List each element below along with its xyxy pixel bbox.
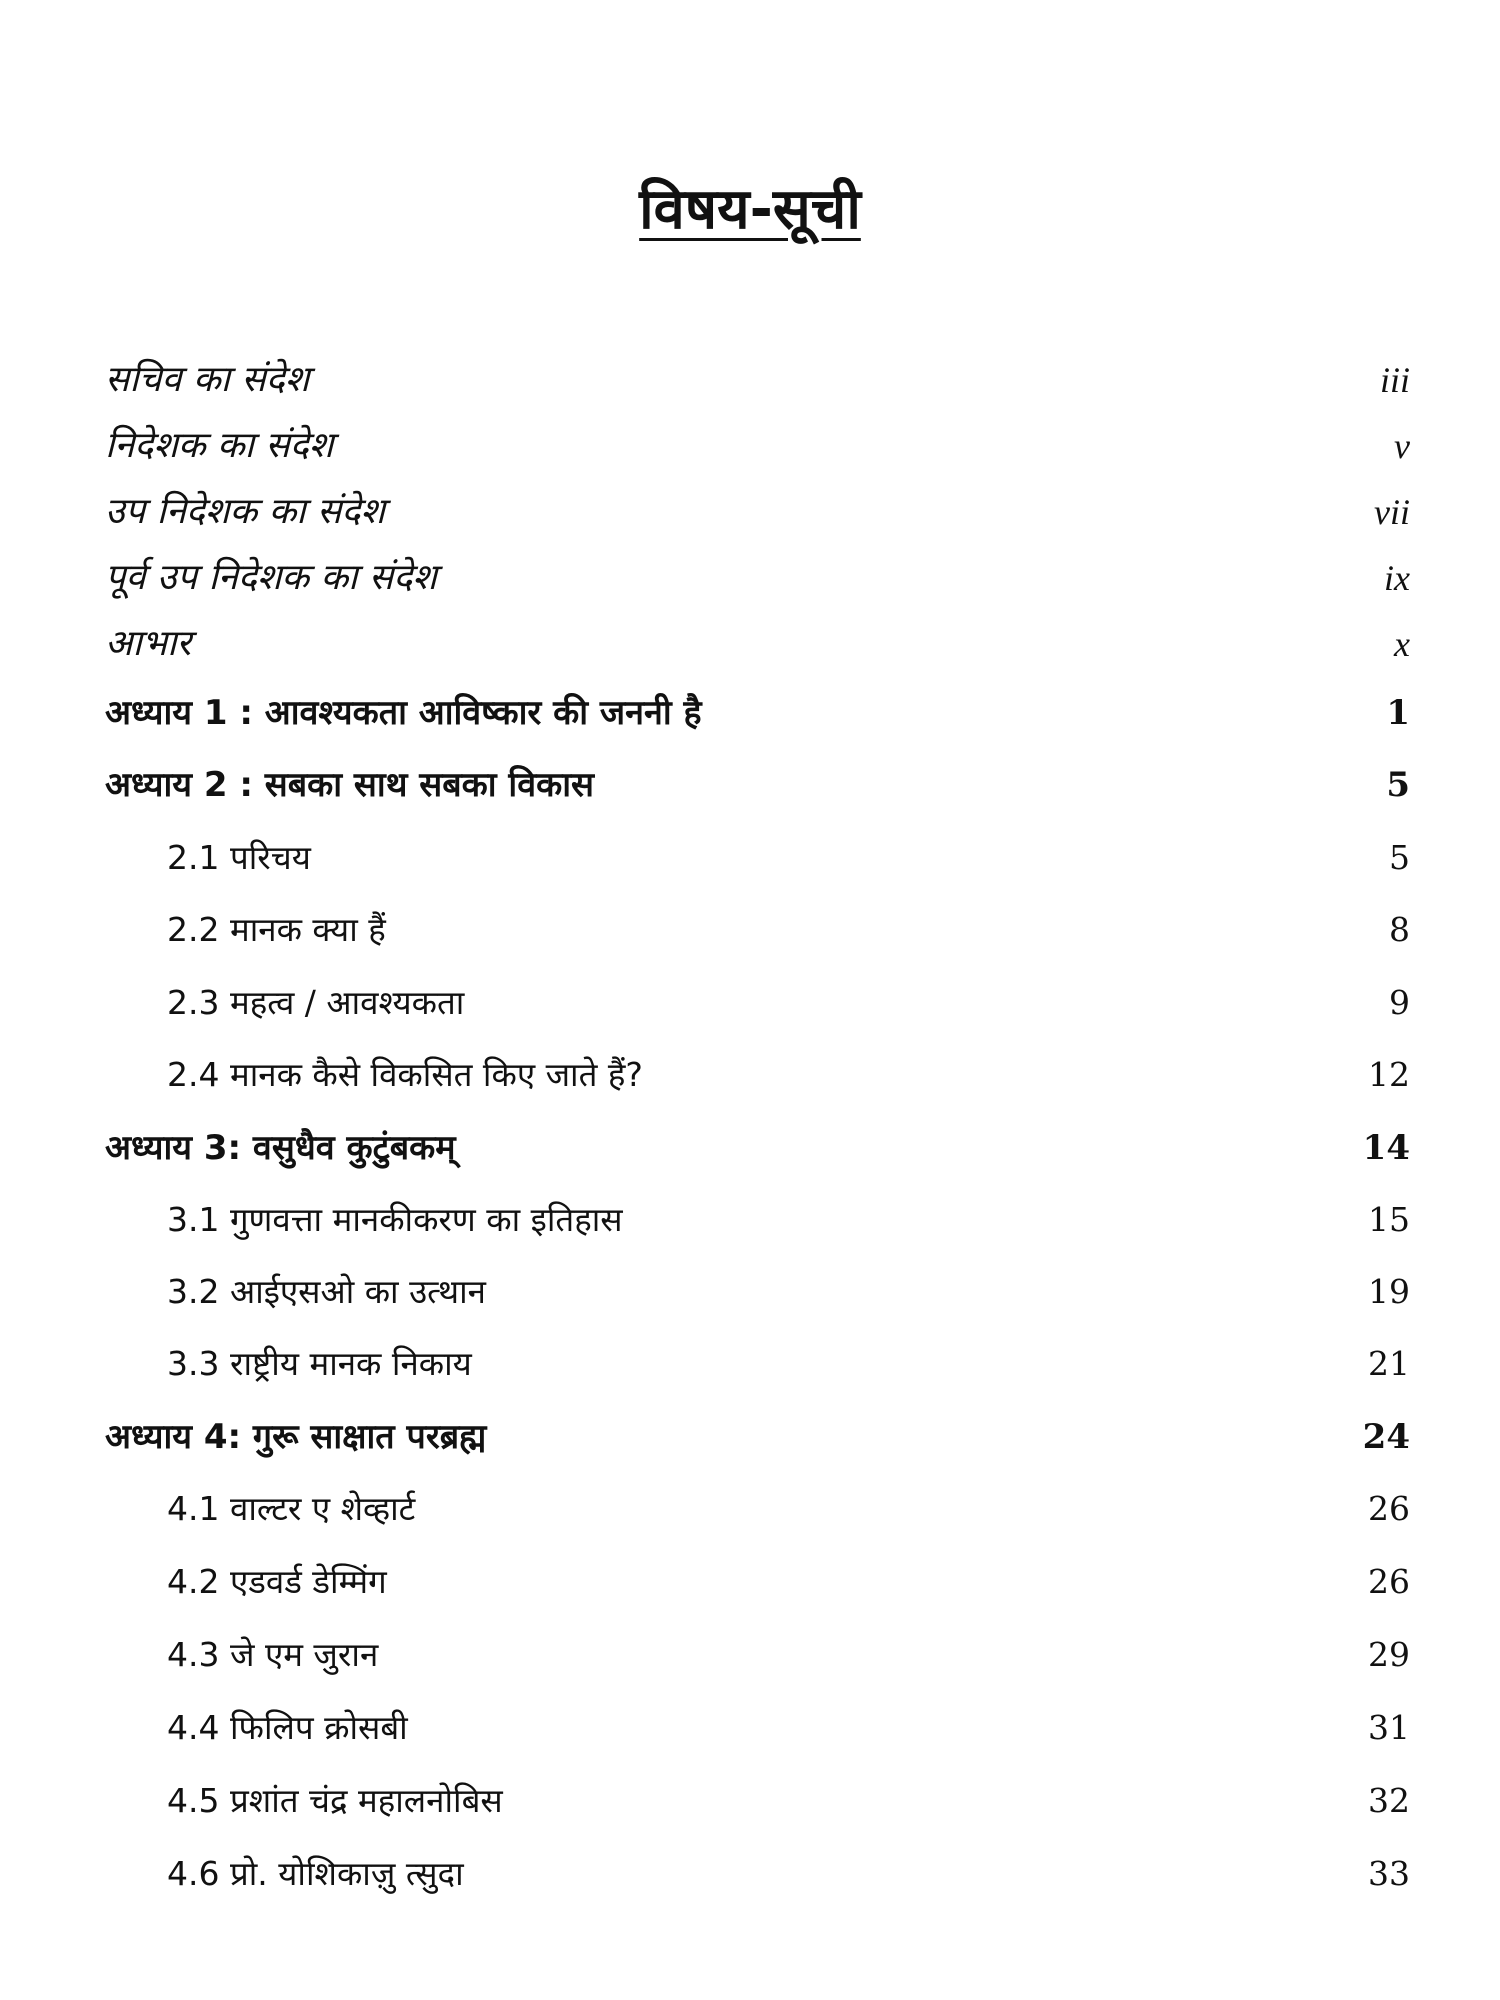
toc-section-4-2 bbox=[105, 1554, 1410, 1610]
toc-entry-page: iii bbox=[1379, 360, 1410, 400]
toc-entry-front-3 bbox=[105, 484, 1410, 540]
toc-section-page: 32 bbox=[1368, 1781, 1410, 1820]
toc-section-label: 4.1 वाल्टर ए शेव्हार्ट bbox=[167, 1489, 416, 1528]
toc-chapter-label: अध्याय 3: वसुधैव कुटुंबकम् bbox=[105, 1128, 456, 1168]
toc-section-label: 4.2 एडवर्ड डेम्मिंग bbox=[167, 1562, 387, 1601]
toc-section-page: 5 bbox=[1389, 838, 1410, 877]
toc-chapter-page: 24 bbox=[1362, 1417, 1410, 1457]
toc-chapter-1 bbox=[105, 685, 1410, 741]
toc-section-label: 4.3 जे एम जुरान bbox=[167, 1635, 379, 1674]
toc-chapter-page: 14 bbox=[1362, 1128, 1410, 1168]
toc-entry-front-1 bbox=[105, 352, 1410, 408]
toc-section-2-1 bbox=[105, 830, 1410, 886]
toc-section-page: 26 bbox=[1368, 1562, 1410, 1601]
toc-entry-label: पूर्व उप निदेशक का संदेश bbox=[105, 557, 437, 598]
toc-section-label: 3.1 गुणवत्ता मानकीकरण का इतिहास bbox=[167, 1200, 623, 1239]
toc-chapter-3 bbox=[105, 1120, 1410, 1176]
toc-entry-page: v bbox=[1394, 426, 1410, 466]
toc-chapter-label: अध्याय 4: गुरू साक्षात परब्रह्म bbox=[105, 1417, 487, 1457]
toc-section-3-3 bbox=[105, 1336, 1410, 1392]
toc-section-label: 2.3 महत्व / आवश्यकता bbox=[167, 983, 465, 1022]
toc-entry-label: आभार bbox=[105, 623, 192, 664]
toc-section-3-2 bbox=[105, 1264, 1410, 1320]
toc-section-label: 2.2 मानक क्या हैं bbox=[167, 910, 386, 949]
toc-section-2-2 bbox=[105, 902, 1410, 958]
toc-section-page: 21 bbox=[1368, 1344, 1410, 1383]
toc-section-label: 2.4 मानक कैसे विकसित किए जाते हैं? bbox=[167, 1055, 643, 1094]
toc-section-page: 15 bbox=[1368, 1200, 1410, 1239]
toc-section-label: 2.1 परिचय bbox=[167, 838, 311, 877]
toc-entry-label: निदेशक का संदेश bbox=[105, 425, 334, 466]
toc-section-2-4 bbox=[105, 1047, 1410, 1103]
page-title bbox=[0, 175, 1500, 245]
toc-entry-page: ix bbox=[1384, 558, 1410, 598]
toc-chapter-label: अध्याय 2 : सबका साथ सबका विकास bbox=[105, 765, 595, 805]
toc-section-page: 9 bbox=[1389, 983, 1410, 1022]
toc-section-page: 12 bbox=[1368, 1055, 1410, 1094]
toc-section-4-4 bbox=[105, 1700, 1410, 1756]
toc-entry-front-2 bbox=[105, 418, 1410, 474]
toc-entry-front-4 bbox=[105, 550, 1410, 606]
page-title-text: विषय-सूची bbox=[639, 177, 861, 242]
toc-section-page: 33 bbox=[1368, 1854, 1410, 1893]
toc-section-page: 26 bbox=[1368, 1489, 1410, 1528]
toc-chapter-2 bbox=[105, 757, 1410, 813]
toc-section-label: 4.6 प्रो. योशिकाज़ु त्सुदा bbox=[167, 1854, 464, 1893]
toc-section-page: 29 bbox=[1368, 1635, 1410, 1674]
toc-chapter-page: 5 bbox=[1386, 765, 1410, 805]
toc-section-4-6 bbox=[105, 1846, 1410, 1902]
toc-chapter-label: अध्याय 1 : आवश्यकता आविष्कार की जननी है bbox=[105, 693, 702, 733]
toc-section-4-5 bbox=[105, 1773, 1410, 1829]
toc-entry-front-5 bbox=[105, 616, 1410, 672]
toc-section-label: 3.2 आईएसओ का उत्थान bbox=[167, 1272, 486, 1311]
toc-section-label: 3.3 राष्ट्रीय मानक निकाय bbox=[167, 1344, 472, 1383]
toc-section-3-1 bbox=[105, 1192, 1410, 1248]
toc-section-2-3 bbox=[105, 975, 1410, 1031]
toc-section-page: 19 bbox=[1368, 1272, 1410, 1311]
toc-section-page: 8 bbox=[1389, 910, 1410, 949]
toc-entry-label: उप निदेशक का संदेश bbox=[105, 491, 385, 532]
toc-chapter-4 bbox=[105, 1409, 1410, 1465]
toc-entry-page: x bbox=[1394, 624, 1410, 664]
toc-section-label: 4.4 फिलिप क्रोसबी bbox=[167, 1708, 408, 1747]
toc-section-label: 4.5 प्रशांत चंद्र महालनोबिस bbox=[167, 1781, 503, 1820]
toc-entry-page: vii bbox=[1374, 492, 1410, 532]
toc-chapter-page: 1 bbox=[1386, 693, 1410, 733]
toc-entry-label: सचिव का संदेश bbox=[105, 359, 310, 400]
toc-section-4-1 bbox=[105, 1481, 1410, 1537]
toc-section-4-3 bbox=[105, 1627, 1410, 1683]
toc-section-page: 31 bbox=[1368, 1708, 1410, 1747]
